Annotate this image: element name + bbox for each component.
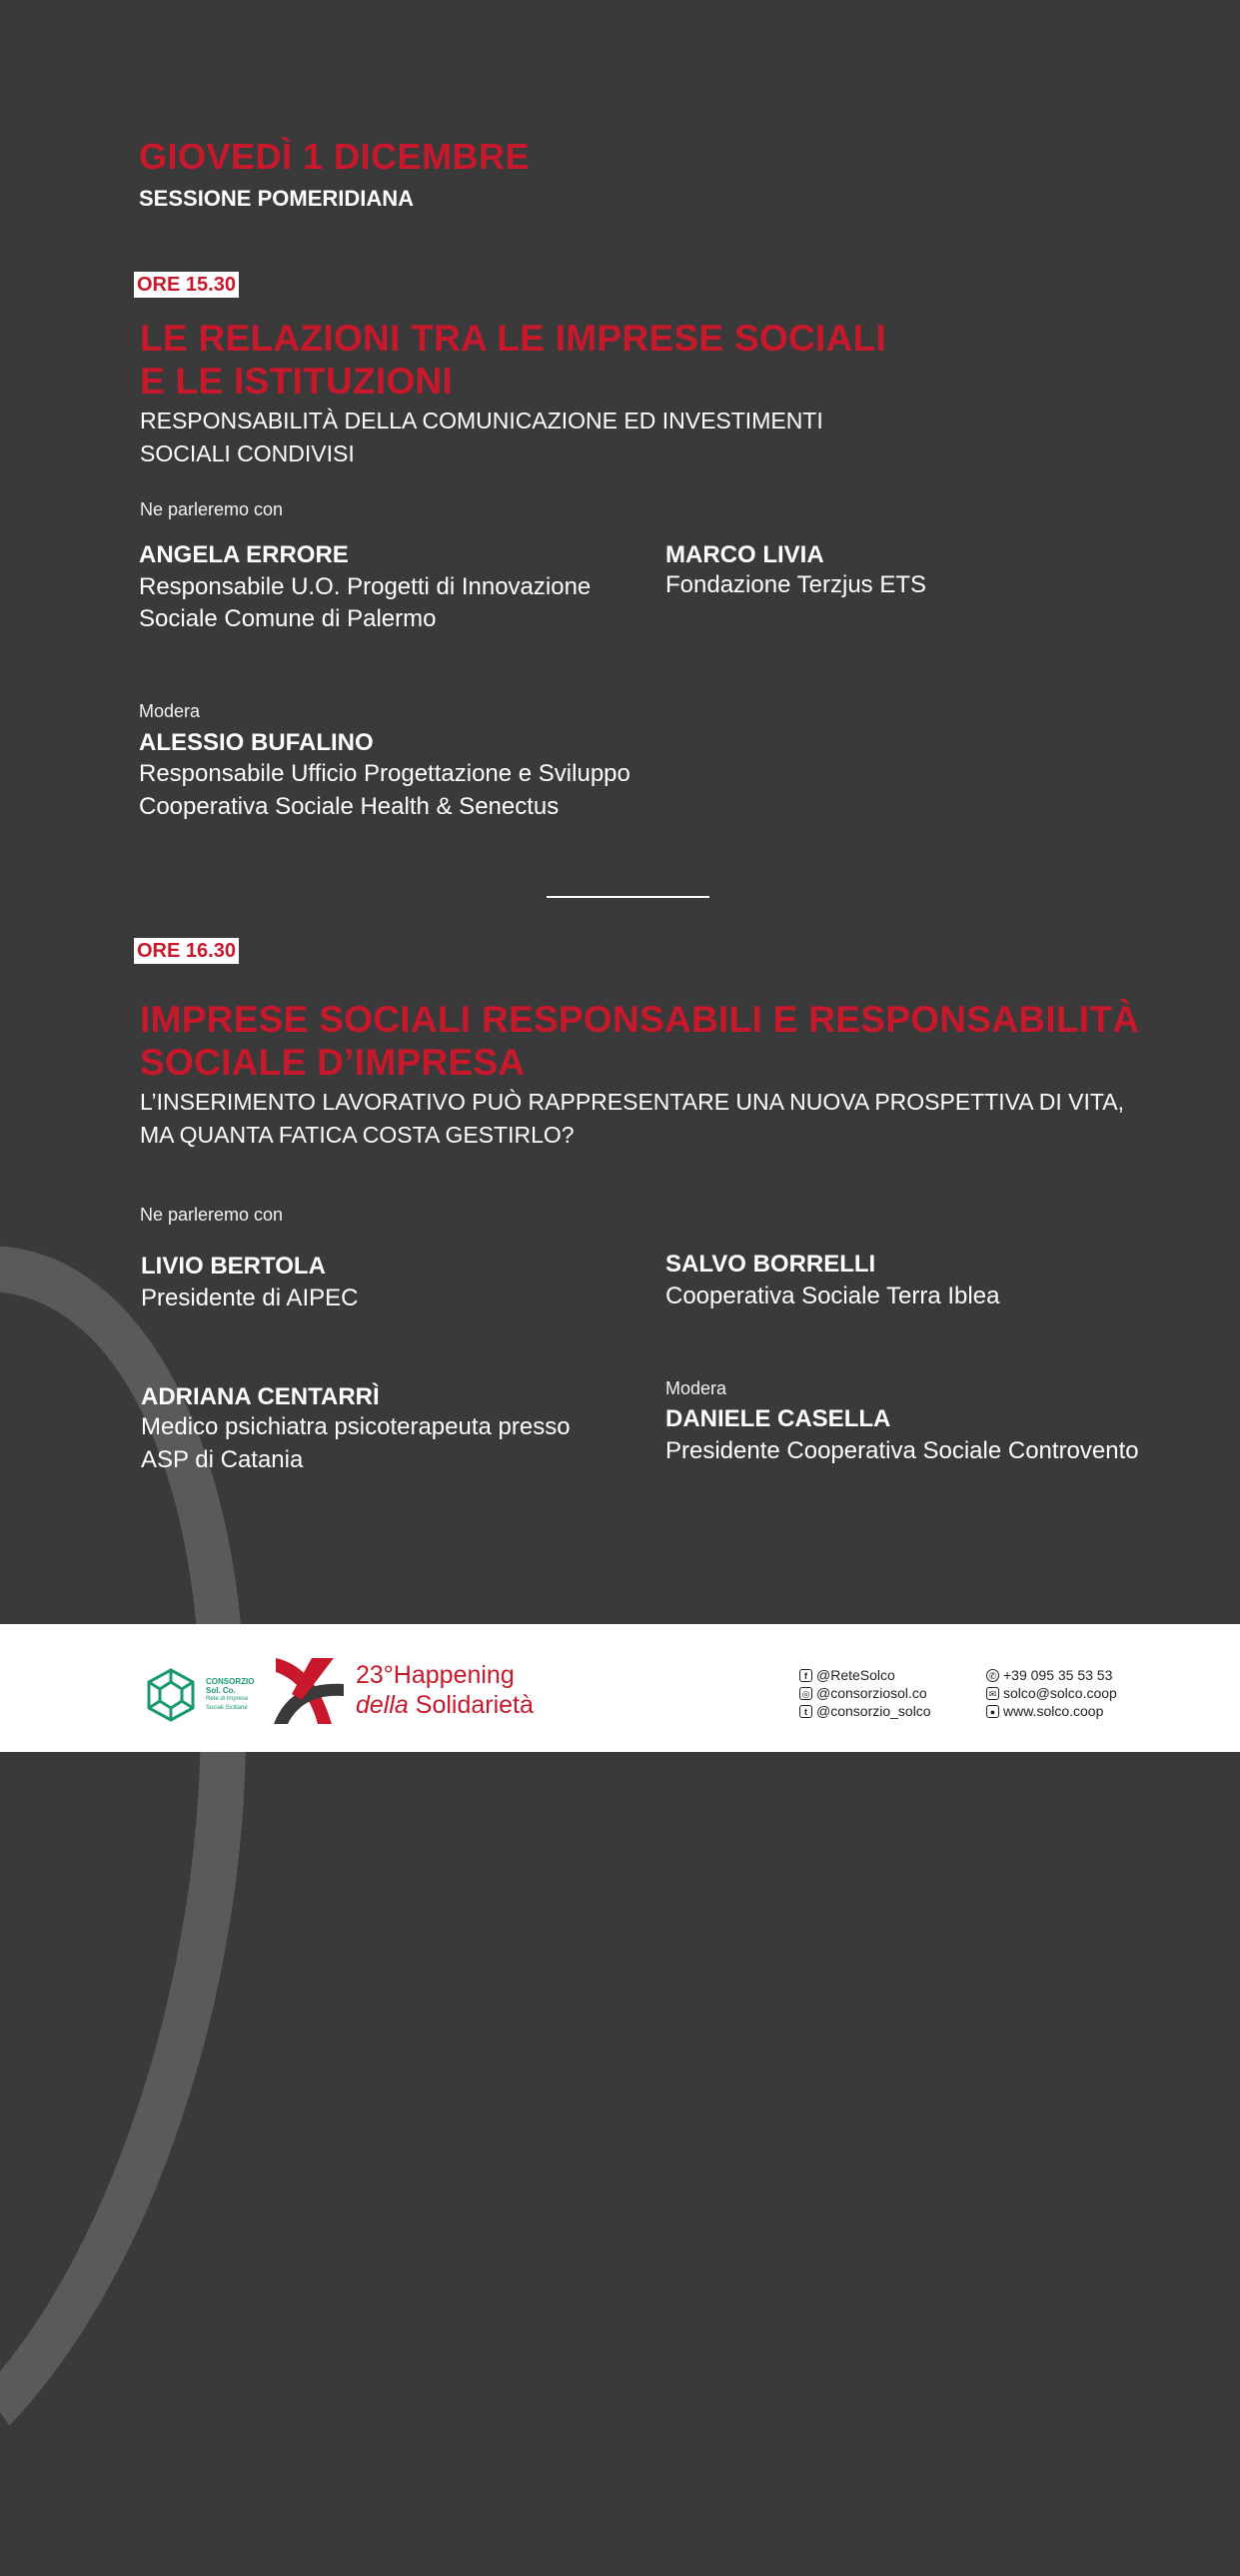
- speaker-role: Presidente di AIPEC: [141, 1285, 359, 1311]
- speaker-name: ANGELA ERRORE: [139, 541, 349, 568]
- phone-link[interactable]: [986, 1666, 1117, 1684]
- session2-title-line1: IMPRESE SOCIALI RESPONSABILI E RESPONSABILITÀ: [140, 999, 1140, 1040]
- speaker-role: Fondazione Terzjus ETS: [665, 571, 927, 598]
- session1-subtitle-line1: RESPONSABILITÀ DELLA COMUNICAZIONE ED INVESTIMENTI: [140, 408, 823, 433]
- phone-number: +39 095 35 53 53: [1003, 1667, 1113, 1683]
- session1-subtitle-line2: SOCIALI CONDIVISI: [140, 440, 355, 466]
- happening-subtitle: [356, 1690, 534, 1720]
- happening-logo: [272, 1654, 534, 1726]
- speaker-name: SALVO BORRELLI: [665, 1251, 876, 1278]
- logo-text: CONSORZIO: [206, 1677, 255, 1686]
- session1-title-line2: E LE ISTITUZIONI: [140, 361, 454, 402]
- contact-links: [986, 1666, 1117, 1720]
- hexagon-network-icon: [142, 1666, 200, 1724]
- session1-moderator-label: Modera: [139, 701, 201, 721]
- happening-ribbon-icon: [272, 1654, 346, 1726]
- session2-intro-label: Ne parleremo con: [140, 1205, 284, 1225]
- speaker-name: LIVIO BERTOLA: [141, 1253, 326, 1280]
- moderator-name: ALESSIO BUFALINO: [139, 729, 374, 756]
- phone-icon: ✆: [986, 1669, 999, 1682]
- speaker-role: ASP di Catania: [141, 1446, 304, 1473]
- moderator-role: Cooperativa Sociale Health & Senectus: [139, 793, 560, 820]
- instagram-link[interactable]: [799, 1684, 931, 1702]
- moderator-name: DANIELE CASELLA: [665, 1405, 891, 1432]
- twitter-link[interactable]: [799, 1702, 931, 1720]
- social-links: [799, 1666, 931, 1720]
- email-address: solco@solco.coop: [1003, 1685, 1117, 1701]
- email-icon: ✉: [986, 1687, 999, 1700]
- website-url: www.solco.coop: [1003, 1703, 1104, 1719]
- facebook-icon: f: [799, 1669, 812, 1682]
- speaker-role: Cooperativa Sociale Terra Iblea: [665, 1283, 1000, 1309]
- logo-text: Sol. Co.: [206, 1686, 236, 1695]
- happening-subtitle-italic: della: [356, 1691, 409, 1719]
- happening-subtitle-rest: Solidarietà: [408, 1691, 534, 1719]
- section-divider: [547, 896, 709, 898]
- instagram-icon: ◎: [799, 1687, 812, 1700]
- session1-intro-label: Ne parleremo con: [140, 499, 284, 519]
- globe-icon: ●: [986, 1705, 999, 1718]
- speaker-name: MARCO LIVIA: [665, 541, 824, 568]
- moderator-role: Responsabile Ufficio Progettazione e Sviluppo: [139, 760, 630, 787]
- footer: [0, 1624, 1240, 1752]
- email-link[interactable]: [986, 1684, 1117, 1702]
- twitter-handle: @consorzio_solco: [816, 1703, 931, 1719]
- happening-title: 23°Happening: [356, 1661, 515, 1689]
- session1-time-badge: ORE 15.30: [134, 272, 239, 298]
- website-link[interactable]: [986, 1702, 1117, 1720]
- moderator-role: Presidente Cooperativa Sociale Controvento: [665, 1437, 1139, 1464]
- logo-text: Rete di Imprese: [206, 1696, 249, 1702]
- session1-title-line1: LE RELAZIONI TRA LE IMPRESE SOCIALI: [140, 318, 887, 359]
- event-date: GIOVEDÌ 1 DICEMBRE: [139, 136, 531, 177]
- session2-subtitle-line2: MA QUANTA FATICA COSTA GESTIRLO?: [140, 1122, 575, 1148]
- speaker-role: Sociale Comune di Palermo: [139, 605, 437, 632]
- speaker-role: Responsabile U.O. Progetti di Innovazione: [139, 573, 592, 600]
- instagram-handle: @consorziosol.co: [816, 1685, 927, 1701]
- session2-moderator-label: Modera: [665, 1378, 727, 1398]
- logo-text: Sociali Siciliane: [206, 1705, 248, 1711]
- facebook-link[interactable]: [799, 1666, 931, 1684]
- speaker-role: Medico psichiatra psicoterapeuta presso: [141, 1413, 571, 1440]
- speaker-name: ADRIANA CENTARRÌ: [141, 1383, 380, 1410]
- twitter-icon: t: [799, 1705, 812, 1718]
- session2-subtitle-line1: L’INSERIMENTO LAVORATIVO PUÒ RAPPRESENTARE UNA NUOVA PROSPETTIVA DI VITA,: [140, 1089, 1124, 1115]
- facebook-handle: @ReteSolco: [816, 1667, 895, 1683]
- session2-title-line2: SOCIALE D’IMPRESA: [140, 1042, 526, 1083]
- session2-time-badge: ORE 16.30: [134, 938, 239, 964]
- consorzio-solco-logo: [142, 1666, 254, 1724]
- session-label: SESSIONE POMERIDIANA: [139, 186, 415, 211]
